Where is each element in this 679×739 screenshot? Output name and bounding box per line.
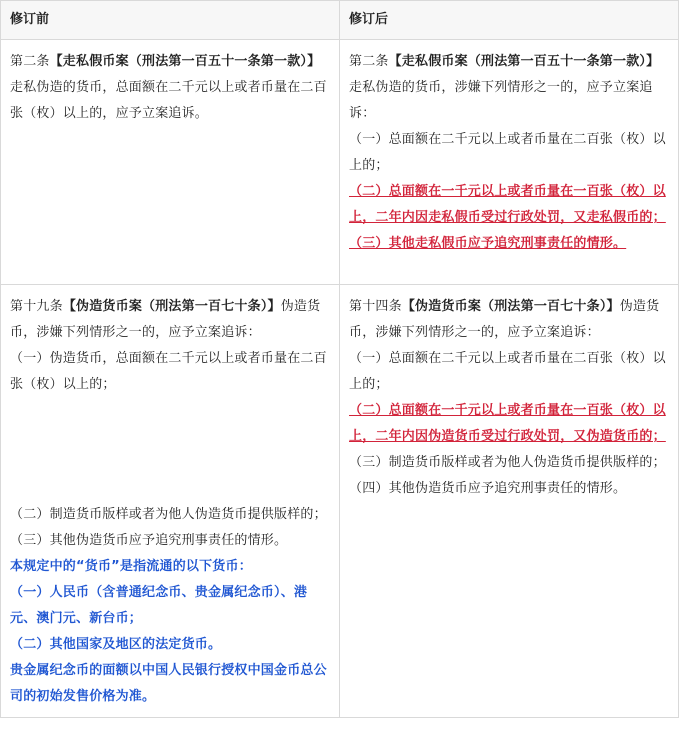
list-item: （三）制造货币版样或者为他人伪造货币提供版样的； [349,455,666,470]
row2-before-cell [1,285,340,718]
note-line: 贵金属纪念币的面额以中国人民银行授权中国金币总公司的初始发售价格为准。 [10,663,327,704]
list-item-changed: （二）总面额在一千元以上或者币量在一百张（枚）以上，二年内因伪造货币受过行政处罚，又伪造货币的； [349,403,666,444]
note-line: （一）人民币（含普通纪念币、贵金属纪念币）、港元、澳门元、新台币； [10,585,308,626]
article-title: 【伪造货币案（刑法第一百七十条）】 [401,299,620,314]
article-text: 走私伪造的货币，总面额在二千元以上或者币量在二百张（枚）以上的，应予立案追诉。 [10,80,327,121]
list-item-changed: （三）其他走私假币应予追究刑事责任的情形。 [349,236,627,251]
article-text: 伪造货币，涉嫌下列情形之一的，应予立案追诉： [10,299,321,340]
article-text: 伪造货币，涉嫌下列情形之一的，应予立案追诉： [349,299,660,340]
list-item: （一）总面额在二千元以上或者币量在二百张（枚）以上的； [349,132,666,173]
table-row [1,40,679,285]
row1-after-cell [340,40,679,285]
list-item-changed: （二）总面额在一千元以上或者币量在一百张（枚）以上，二年内因走私假币受过行政处罚，又走私假币的； [349,184,666,225]
row1-before-cell [1,40,340,285]
article-prefix: 第十九条 [10,299,63,314]
spacer [10,398,330,502]
article-title: 【伪造货币案（刑法第一百七十条）】 [62,299,281,314]
list-item: （一）伪造货币，总面额在二千元以上或者币量在二百张（枚）以上的； [10,351,327,392]
note-line: （二）其他国家及地区的法定货币。 [10,637,222,652]
article-paragraph [349,294,669,346]
list-item: （二）制造货币版样或者为他人伪造货币提供版样的； [10,507,327,522]
article-prefix: 第十四条 [349,299,402,314]
note-line: 本规定中的“货币”是指流通的以下货币： [10,559,252,574]
article-title: 【走私假币案（刑法第一百五十一条第一款）】 [388,54,660,69]
row2-after-cell [340,285,679,718]
header-before: 修订前 [1,1,340,40]
article-paragraph [349,49,669,127]
list-item: （四）其他伪造货币应予追究刑事责任的情形。 [349,481,627,496]
table-row [1,285,679,718]
article-prefix: 第二条 [349,54,389,69]
article-text: 走私伪造的货币，涉嫌下列情形之一的，应予立案追诉： [349,80,653,121]
header-row [1,1,679,40]
article-prefix: 第二条 [10,54,50,69]
article-paragraph [10,294,330,346]
header-after: 修订后 [340,1,679,40]
article-paragraph [10,49,330,127]
article-title: 【走私假币案（刑法第一百五十一条第一款）】 [49,54,321,69]
list-item: （一）总面额在二千元以上或者币量在二百张（枚）以上的； [349,351,666,392]
list-item: （三）其他伪造货币应予追究刑事责任的情形。 [10,533,288,548]
